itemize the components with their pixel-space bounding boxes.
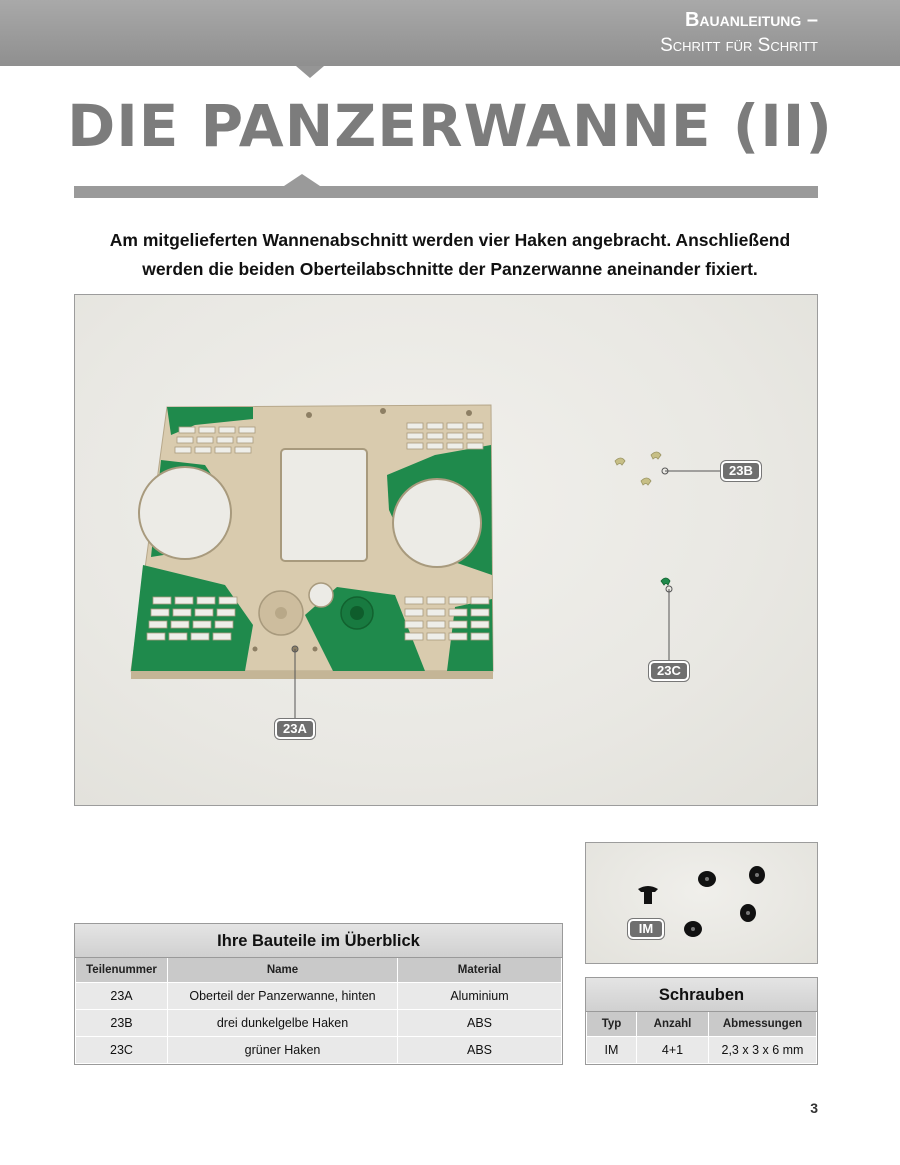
cell-screw-dimensions: 2,3 x 3 x 6 mm — [709, 1036, 817, 1063]
banner-notch — [296, 66, 324, 78]
screws-illustration — [586, 843, 819, 965]
title-divider — [74, 186, 818, 198]
screws-photo — [585, 842, 818, 964]
cell-part-name: drei dunkelgelbe Haken — [168, 1009, 398, 1036]
parts-table-grid — [75, 958, 562, 1064]
section-title — [660, 8, 818, 58]
screws-table — [585, 977, 818, 1065]
col-header-name: Name — [168, 958, 398, 982]
cell-part-number: 23C — [76, 1036, 168, 1063]
table-row — [587, 1036, 817, 1063]
cell-part-material: Aluminium — [398, 982, 562, 1009]
label-23b: 23B — [721, 461, 761, 481]
table-row — [76, 1009, 562, 1036]
section-title-line1: Bauanleitung – — [684, 9, 818, 31]
cell-part-number: 23A — [76, 982, 168, 1009]
cell-screw-type: IM — [587, 1036, 637, 1063]
cell-screw-count: 4+1 — [637, 1036, 709, 1063]
screws-table-title: Schrauben — [586, 978, 817, 1012]
table-header-row — [587, 1012, 817, 1036]
label-im: IM — [628, 919, 664, 939]
table-row — [76, 1036, 562, 1063]
col-header-material: Material — [398, 958, 562, 982]
parts-overview-table — [74, 923, 563, 1065]
cell-part-material: ABS — [398, 1036, 562, 1063]
cell-part-material: ABS — [398, 1009, 562, 1036]
cell-part-number: 23B — [76, 1009, 168, 1036]
intro-line-2: werden die beiden Oberteilabschnitte der Panzerwanne aneinander fixiert. — [142, 259, 758, 279]
cell-part-name: Oberteil der Panzerwanne, hinten — [168, 982, 398, 1009]
title-divider-peak — [284, 174, 320, 186]
label-23a: 23A — [275, 719, 315, 739]
col-header-abmessungen: Abmessungen — [709, 1012, 817, 1036]
page-number: 3 — [810, 1100, 818, 1116]
parts-table-title: Ihre Bauteile im Überblick — [75, 924, 562, 958]
col-header-anzahl: Anzahl — [637, 1012, 709, 1036]
parts-photo — [74, 294, 818, 806]
table-row — [76, 982, 562, 1009]
hull-plate-illustration — [75, 295, 819, 807]
intro-line-1: Am mitgelieferten Wannenabschnitt werden vier Haken angebracht. Anschließend — [109, 230, 791, 250]
table-header-row — [76, 958, 562, 982]
cell-part-name: grüner Haken — [168, 1036, 398, 1063]
screws-table-grid — [586, 1012, 817, 1064]
col-header-typ: Typ — [587, 1012, 637, 1036]
intro-text — [60, 226, 840, 284]
page-title: DIE PANZERWANNE (II) — [67, 92, 833, 160]
label-23c: 23C — [649, 661, 689, 681]
col-header-teilenummer: Teilenummer — [76, 958, 168, 982]
section-title-line2: Schritt für Schritt — [660, 35, 818, 56]
